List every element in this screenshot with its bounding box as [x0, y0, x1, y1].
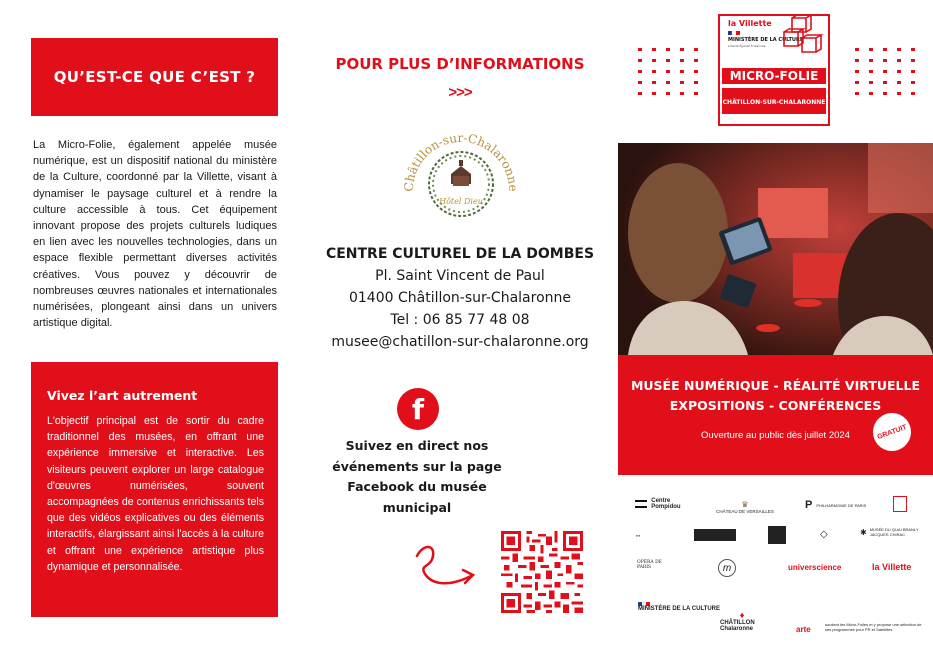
cubes-icon	[784, 16, 821, 52]
micro-folie-name: MICRO-FOLIE	[729, 69, 819, 83]
philharmonie-logo: P PHILHARMONIE DE PARIS	[805, 499, 867, 511]
museum-logo-5: m	[718, 559, 736, 577]
ministere-wordmark: MINISTÈRE DE LA CULTURE	[728, 37, 804, 43]
visitors-tablet-photo	[618, 143, 933, 355]
lavillette-wordmark: la Villette	[728, 19, 772, 28]
logo-town-text: Châtillon-sur-Chalaronne	[401, 130, 521, 192]
arte-text: soutient les Micro-Folies et y propose une sélection de ses programmes pour PR et Satellites	[825, 622, 922, 632]
pompidou-logo: Centre Pompidou	[635, 498, 695, 510]
banner-opening: Ouverture au public dès juillet 2024	[701, 430, 850, 441]
section-title: QU’EST-CE QUE C’EST ?	[53, 68, 256, 86]
vivez-box	[31, 362, 278, 617]
facebook-text: Suivez en direct nos événements sur la page Facebook du musée municipal	[332, 438, 502, 515]
banner-line-2: EXPOSITIONS - CONFÉRENCES	[669, 398, 882, 413]
vivez-paragraph: L'objectif principal est de sortir du cadre traditionnel des musées, en offrant une expérience immersive et interactive. Les visiteurs peuvent explorer un large catalogue d'œuvres numérisées, souvent accompagnées de contenus enrichissants tels que des vidéos explicatives ou des éléments interactifs, élargissant ainsi l'accès à la culture et offrant une expérience artistique plus dynamique et personnalisée.	[47, 415, 264, 573]
gratuit-badge: GRATUIT	[868, 408, 917, 457]
decorative-dots-left	[638, 48, 700, 95]
banner-line-1: MUSÉE NUMÉRIQUE - RÉALITÉ VIRTUELLE	[630, 378, 921, 393]
address-city: 01400 Châtillon-sur-Chalaronne	[348, 290, 571, 306]
intro-paragraph: La Micro-Folie, également appelée musée numérique, est un dispositif national du ministère de la Culture, coordonné par la Villette, visant à dynamiser le paysage culturel et à rendre la culture accessible à tous. Cet équipement innovant propose des projets culturels ludiques en lien avec les nouvelles technologies, dans un espace flexible permettant diverses activités créatives. Vous pouvez y découvrir de nombreuses œuvres nationales et internationales numérisées, plongeant ainsi dans un univers artistique digital.	[33, 139, 277, 330]
vivez-title: Vivez l’art autrement	[47, 388, 198, 403]
logo-hotel-dieu-text: Hôtel Dieu	[439, 197, 483, 206]
email-link[interactable]: musee@chatillon-sur-chalaronne.org	[331, 334, 589, 350]
universcience-logo: universcience	[788, 563, 842, 572]
qr-code[interactable]	[500, 531, 584, 613]
museum-logo-2	[694, 529, 736, 541]
museum-logo-1: ▪▪▪	[636, 532, 641, 538]
ministere-logo: MINISTÈRE DE LA CULTURE	[638, 602, 728, 612]
info-title: POUR PLUS D’INFORMATIONS	[335, 55, 585, 73]
hotel-dieu-logo	[395, 118, 525, 228]
lavillette-logo: la Villette	[872, 562, 912, 572]
address-street: Pl. Saint Vincent de Paul	[375, 268, 545, 284]
arte-logo: arte	[796, 625, 811, 634]
opera-logo: OPÉRA DE PARIS	[637, 560, 662, 570]
phone-number: Tel : 06 85 77 48 08	[390, 312, 530, 328]
chatillon-logo: ♦ CHÂTILLON Chalaronne	[720, 610, 755, 632]
decorative-dots-right	[855, 48, 917, 95]
ministere-motto: Liberté Égalité Fraternité	[728, 44, 766, 48]
curly-arrow-icon	[413, 534, 483, 594]
section-header-what	[31, 38, 278, 116]
centre-name: CENTRE CULTUREL DE LA DOMBES	[325, 246, 595, 262]
museum-logo-3	[768, 526, 786, 544]
versailles-logo: ♛ CHÂTEAU DE VERSAILLES	[716, 500, 774, 514]
micro-folie-logo	[718, 14, 830, 126]
micro-folie-city: CHÂTILLON-SUR-CHALARONNE	[722, 99, 826, 106]
partner-badge-icon	[893, 496, 907, 512]
chevrons-icon: >>>	[448, 84, 472, 101]
quai-branly-logo: ✱ MUSÉE DU QUAI BRANLY JACQUES CHIRAC	[860, 527, 919, 537]
museum-logo-4: ◇	[820, 528, 828, 540]
facebook-icon[interactable]: f	[397, 388, 439, 430]
